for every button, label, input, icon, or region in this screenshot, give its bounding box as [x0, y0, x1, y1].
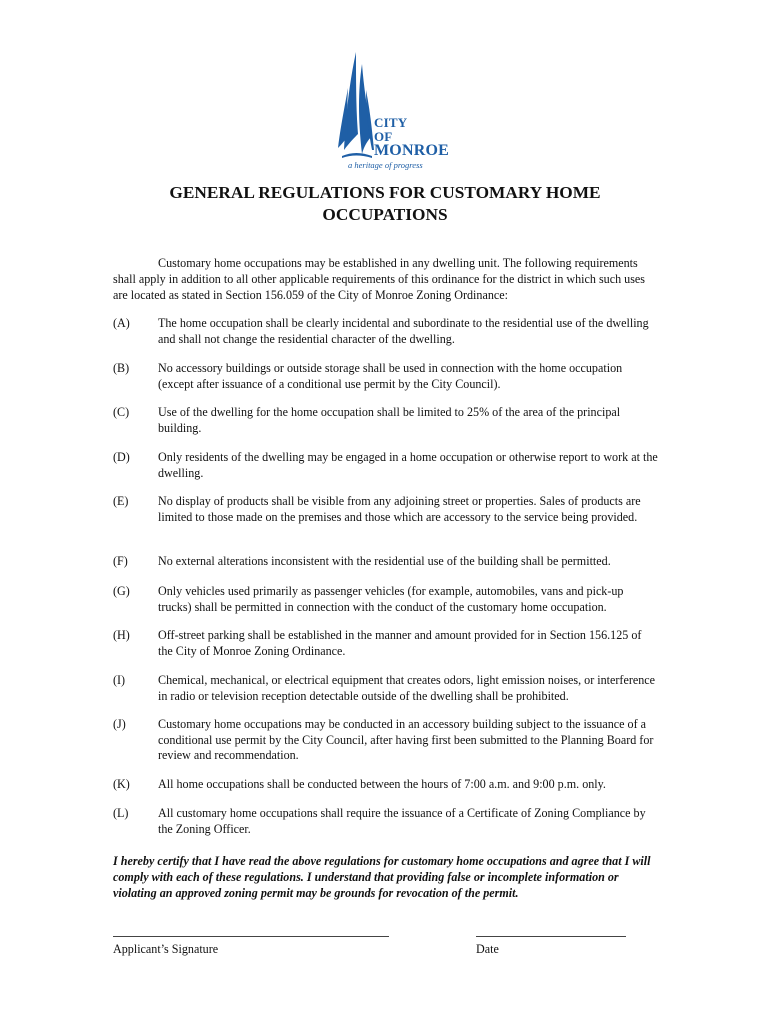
regulation-item — [113, 554, 658, 570]
certification-statement: I hereby certify that I have read the above regulations for customary home occupations and agree that I will comply with each of these regulations. I understand that providing false or incomplete information or violating an approved zoning permit may be grounds for revocation of the permit. — [113, 854, 651, 900]
regulation-label: (I) — [113, 673, 126, 687]
regulation-item — [113, 316, 658, 347]
regulation-text: No accessory buildings or outside storage shall be used in connection with the home occupation (except after issuance of a conditional use permit by the City Council). — [158, 361, 623, 391]
logo-word-monroe: MONROE — [374, 142, 449, 159]
regulation-text: Chemical, mechanical, or electrical equipment that creates odors, light emission noises, or interference in radio or television reception detectable outside of the dwelling shall be prohibited. — [158, 673, 656, 703]
regulation-label: (E) — [113, 494, 129, 508]
regulation-text: Customary home occupations may be conducted in an accessory building subject to the issuance of a conditional use permit by the City Council, after having first been submitted to the Planning Board for review and recommendation. — [158, 717, 654, 762]
page-title — [110, 182, 660, 226]
logo-word-of: OF — [374, 129, 393, 144]
regulation-label: (G) — [113, 584, 130, 598]
regulation-label: (D) — [113, 450, 130, 464]
regulation-item — [113, 628, 658, 659]
logo-word-city: CITY — [374, 115, 408, 130]
regulation-item — [113, 673, 658, 704]
regulation-label: (F) — [113, 554, 128, 568]
city-of-monroe-logo — [336, 50, 449, 174]
regulation-text: Only residents of the dwelling may be engaged in a home occupation or otherwise report to work at the dwelling. — [158, 450, 658, 480]
regulation-label: (A) — [113, 316, 130, 330]
regulation-label: (K) — [113, 777, 130, 791]
regulation-text: The home occupation shall be clearly incidental and subordinate to the residential use of the dwelling and shall not change the residential character of the dwelling. — [158, 316, 649, 346]
applicant-signature-line[interactable] — [113, 936, 389, 937]
applicant-signature-label: Applicant’s Signature — [113, 942, 219, 956]
regulation-item — [113, 361, 658, 392]
regulation-text: No external alterations inconsistent with the residential use of the building shall be permitted. — [158, 554, 611, 568]
regulation-text: Use of the dwelling for the home occupation shall be limited to 25% of the area of the principal building. — [158, 405, 621, 435]
regulation-text: All customary home occupations shall require the issuance of a Certificate of Zoning Compliance by the Zoning Officer. — [158, 806, 646, 836]
regulation-item — [113, 494, 658, 525]
regulation-item — [113, 450, 658, 481]
regulation-item — [113, 405, 658, 436]
regulation-label: (C) — [113, 405, 130, 419]
logo-tagline: a heritage of progress — [348, 160, 423, 170]
regulation-item — [113, 717, 658, 764]
date-line[interactable] — [476, 936, 626, 937]
regulation-text: Only vehicles used primarily as passenger vehicles (for example, automobiles, vans and pick-up trucks) shall be permitted in connection with the conduct of the customary home occupation. — [158, 584, 624, 614]
regulation-label: (J) — [113, 717, 126, 731]
regulation-label: (B) — [113, 361, 130, 375]
regulation-text: No display of products shall be visible from any adjoining street or properties. Sales of products are limited to those made on the premises and those which are accessory to the service being provided. — [158, 494, 641, 524]
regulation-item — [113, 806, 658, 837]
regulation-label: (L) — [113, 806, 129, 820]
page-title-line-1: GENERAL REGULATIONS FOR CUSTOMARY HOME — [169, 183, 601, 202]
date-label: Date — [476, 942, 499, 956]
regulation-text: All home occupations shall be conducted between the hours of 7:00 a.m. and 9:00 p.m. only. — [158, 777, 606, 791]
page-title-line-2: OCCUPATIONS — [322, 205, 448, 224]
regulation-label: (H) — [113, 628, 130, 642]
regulation-item — [113, 777, 658, 793]
intro-paragraph: Customary home occupations may be established in any dwelling unit. The following requirements shall apply in addition to all other applicable requirements of this ordinance for the district in which such uses are located as stated in Section 156.059 of the City of Monroe Zoning Ordinance: — [113, 256, 645, 302]
regulation-text: Off-street parking shall be established in the manner and amount provided for in Section 156.125 of the City of Monroe Zoning Ordinance. — [158, 628, 642, 658]
regulation-item — [113, 584, 658, 615]
